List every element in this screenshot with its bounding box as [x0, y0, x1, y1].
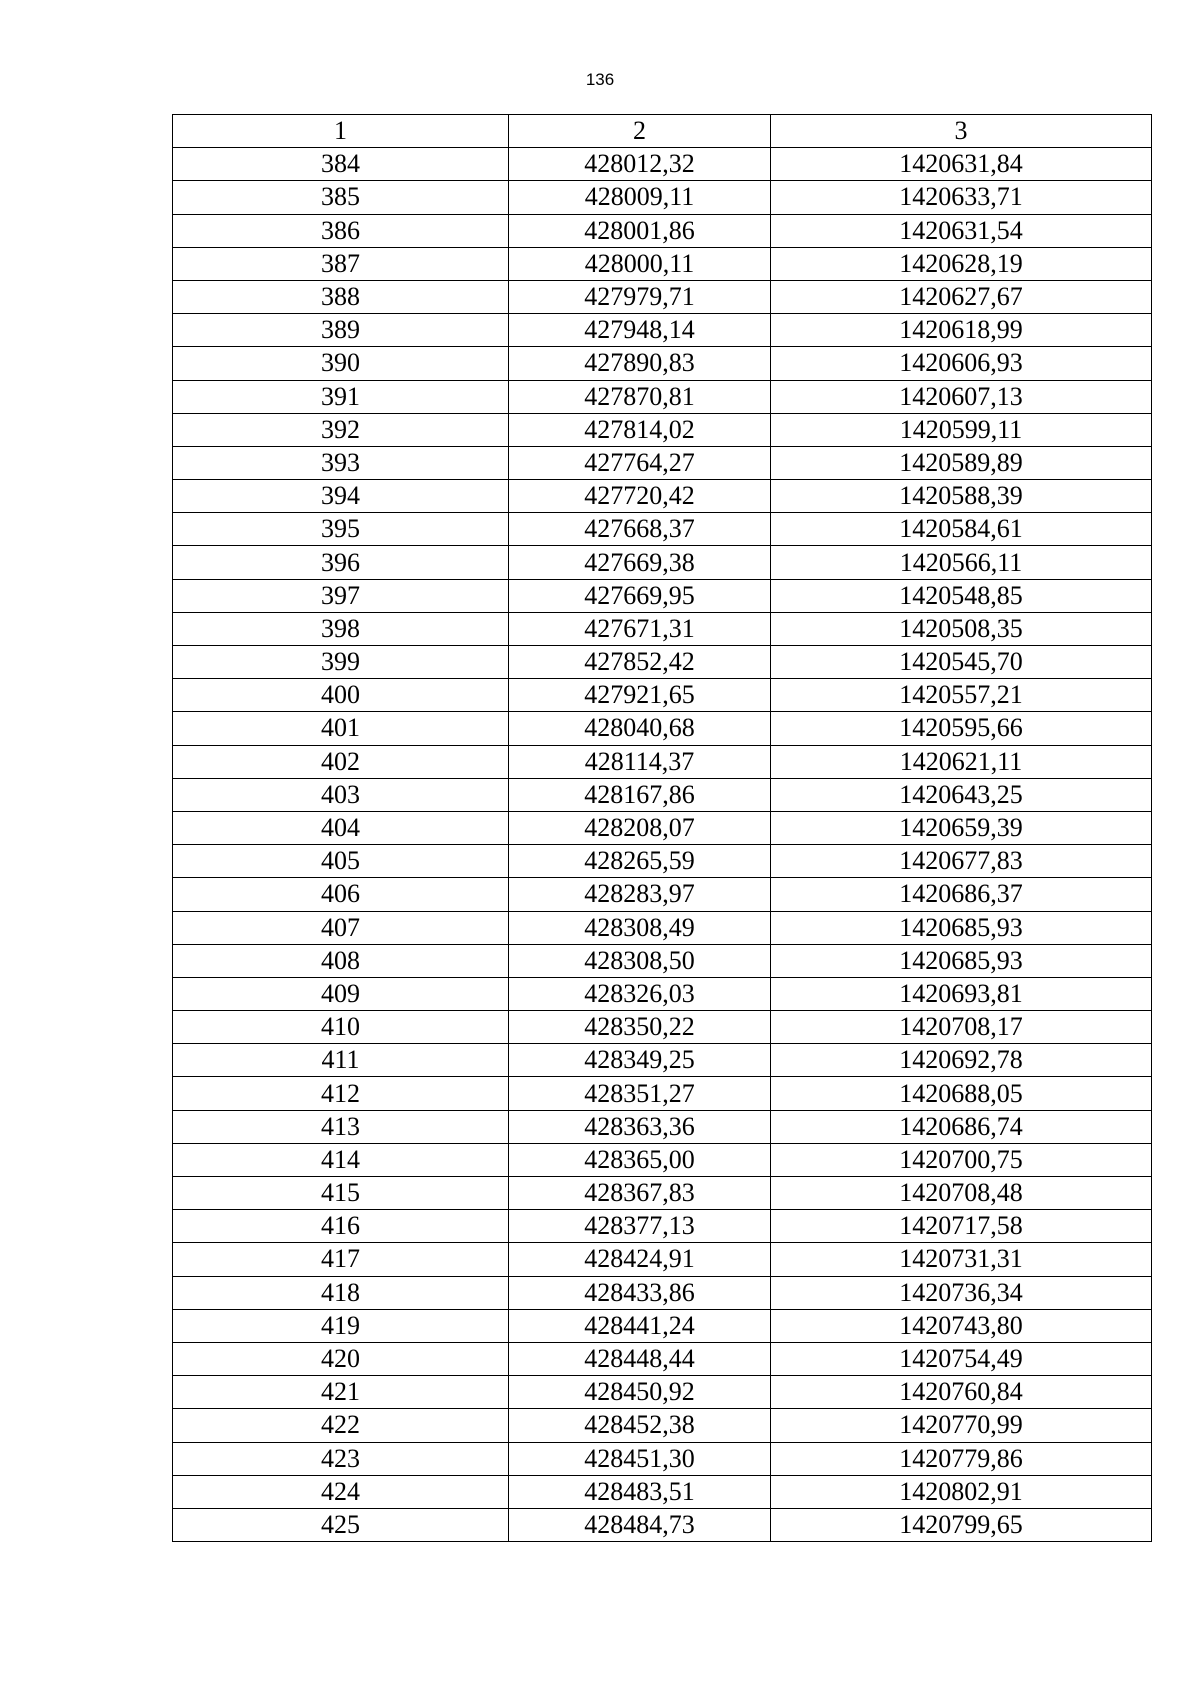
table-row — [173, 1342, 1152, 1375]
table-cell: 1420631,54 — [771, 214, 1152, 247]
table-cell: 418 — [173, 1276, 509, 1309]
table-cell: 1420770,99 — [771, 1409, 1152, 1442]
table-cell: 399 — [173, 646, 509, 679]
table-row — [173, 546, 1152, 579]
table-cell: 395 — [173, 513, 509, 546]
table-row — [173, 646, 1152, 679]
table-row — [173, 1508, 1152, 1541]
table-cell: 1420760,84 — [771, 1376, 1152, 1409]
table-cell: 427671,31 — [509, 612, 771, 645]
table-cell: 428433,86 — [509, 1276, 771, 1309]
table-cell: 405 — [173, 845, 509, 878]
table-cell: 423 — [173, 1442, 509, 1475]
table-cell: 1420686,74 — [771, 1110, 1152, 1143]
table-cell: 1420708,48 — [771, 1177, 1152, 1210]
table-cell: 1420743,80 — [771, 1309, 1152, 1342]
table-cell: 410 — [173, 1011, 509, 1044]
table-row — [173, 778, 1152, 811]
table-row — [173, 1309, 1152, 1342]
table-cell: 1420754,49 — [771, 1342, 1152, 1375]
table-cell: 1420692,78 — [771, 1044, 1152, 1077]
table-cell: 1420736,34 — [771, 1276, 1152, 1309]
table-row — [173, 845, 1152, 878]
table-cell: 1420708,17 — [771, 1011, 1152, 1044]
column-header: 3 — [771, 115, 1152, 148]
table-row — [173, 944, 1152, 977]
table-cell: 409 — [173, 977, 509, 1010]
table-cell: 415 — [173, 1177, 509, 1210]
table-row — [173, 811, 1152, 844]
table-cell: 402 — [173, 745, 509, 778]
table-cell: 1420700,75 — [771, 1143, 1152, 1176]
table-cell: 427948,14 — [509, 314, 771, 347]
table-cell: 428377,13 — [509, 1210, 771, 1243]
table-cell: 427720,42 — [509, 480, 771, 513]
table-cell: 428114,37 — [509, 745, 771, 778]
table-cell: 1420731,31 — [771, 1243, 1152, 1276]
table-cell: 1420717,58 — [771, 1210, 1152, 1243]
table-cell: 1420677,83 — [771, 845, 1152, 878]
table-row — [173, 679, 1152, 712]
table-cell: 428450,92 — [509, 1376, 771, 1409]
table-cell: 428009,11 — [509, 181, 771, 214]
table-cell: 428441,24 — [509, 1309, 771, 1342]
table-cell: 1420779,86 — [771, 1442, 1152, 1475]
table-cell: 1420566,11 — [771, 546, 1152, 579]
table-cell: 1420802,91 — [771, 1475, 1152, 1508]
table-cell: 427764,27 — [509, 446, 771, 479]
table-cell: 424 — [173, 1475, 509, 1508]
table-cell: 384 — [173, 148, 509, 181]
table-row — [173, 380, 1152, 413]
table-cell: 396 — [173, 546, 509, 579]
table-cell: 398 — [173, 612, 509, 645]
table-row — [173, 1376, 1152, 1409]
table-cell: 1420686,37 — [771, 878, 1152, 911]
table-cell: 428040,68 — [509, 712, 771, 745]
table-cell: 390 — [173, 347, 509, 380]
table-cell: 406 — [173, 878, 509, 911]
table-row — [173, 878, 1152, 911]
table-cell: 1420607,13 — [771, 380, 1152, 413]
column-header: 1 — [173, 115, 509, 148]
table-cell: 428012,32 — [509, 148, 771, 181]
table-cell: 1420799,65 — [771, 1508, 1152, 1541]
table-row — [173, 977, 1152, 1010]
table-cell: 393 — [173, 446, 509, 479]
table-row — [173, 1044, 1152, 1077]
table-cell: 427814,02 — [509, 413, 771, 446]
table-row — [173, 181, 1152, 214]
table-cell: 427890,83 — [509, 347, 771, 380]
table-row — [173, 1077, 1152, 1110]
table-cell: 403 — [173, 778, 509, 811]
table-cell: 420 — [173, 1342, 509, 1375]
page-number: 136 — [585, 70, 615, 89]
table-cell: 397 — [173, 579, 509, 612]
table-cell: 1420557,21 — [771, 679, 1152, 712]
table-row — [173, 148, 1152, 181]
table-cell: 428349,25 — [509, 1044, 771, 1077]
table-cell: 414 — [173, 1143, 509, 1176]
table-cell: 1420633,71 — [771, 181, 1152, 214]
table-cell: 1420599,11 — [771, 413, 1152, 446]
table-row — [173, 513, 1152, 546]
table-cell: 1420628,19 — [771, 247, 1152, 280]
table-cell: 428308,50 — [509, 944, 771, 977]
table-cell: 1420595,66 — [771, 712, 1152, 745]
table-cell: 428308,49 — [509, 911, 771, 944]
table-cell: 428448,44 — [509, 1342, 771, 1375]
table-cell: 427852,42 — [509, 646, 771, 679]
table-row — [173, 314, 1152, 347]
table-cell: 427668,37 — [509, 513, 771, 546]
table-row — [173, 480, 1152, 513]
table-row — [173, 413, 1152, 446]
table-cell: 1420685,93 — [771, 911, 1152, 944]
table-cell: 417 — [173, 1243, 509, 1276]
table-row — [173, 1177, 1152, 1210]
table-cell: 421 — [173, 1376, 509, 1409]
table-row — [173, 446, 1152, 479]
table-row — [173, 1011, 1152, 1044]
table-cell: 428367,83 — [509, 1177, 771, 1210]
column-header: 2 — [509, 115, 771, 148]
table-cell: 427921,65 — [509, 679, 771, 712]
table-cell: 1420631,84 — [771, 148, 1152, 181]
table-cell: 1420606,93 — [771, 347, 1152, 380]
table-cell: 1420688,05 — [771, 1077, 1152, 1110]
table-cell: 1420685,93 — [771, 944, 1152, 977]
table-cell: 411 — [173, 1044, 509, 1077]
table-cell: 428208,07 — [509, 811, 771, 844]
table-cell: 1420584,61 — [771, 513, 1152, 546]
table-cell: 427979,71 — [509, 280, 771, 313]
table-row — [173, 579, 1152, 612]
table-cell: 428326,03 — [509, 977, 771, 1010]
table-cell: 428365,00 — [509, 1143, 771, 1176]
table-cell: 1420589,89 — [771, 446, 1152, 479]
table-cell: 428350,22 — [509, 1011, 771, 1044]
table-cell: 428283,97 — [509, 878, 771, 911]
table-cell: 413 — [173, 1110, 509, 1143]
table-row — [173, 1210, 1152, 1243]
table-row — [173, 247, 1152, 280]
table-cell: 427669,38 — [509, 546, 771, 579]
table-cell: 1420508,35 — [771, 612, 1152, 645]
table-cell: 391 — [173, 380, 509, 413]
table-cell: 428351,27 — [509, 1077, 771, 1110]
table-cell: 427669,95 — [509, 579, 771, 612]
table-row — [173, 745, 1152, 778]
table-cell: 1420643,25 — [771, 778, 1152, 811]
table-row — [173, 1143, 1152, 1176]
table-cell: 394 — [173, 480, 509, 513]
table-cell: 1420548,85 — [771, 579, 1152, 612]
table-cell: 400 — [173, 679, 509, 712]
table-cell: 428451,30 — [509, 1442, 771, 1475]
table-cell: 1420693,81 — [771, 977, 1152, 1010]
table-cell: 1420627,67 — [771, 280, 1152, 313]
table-row — [173, 347, 1152, 380]
table-cell: 428424,91 — [509, 1243, 771, 1276]
table-header-row — [173, 115, 1152, 148]
table-cell: 412 — [173, 1077, 509, 1110]
table-cell: 407 — [173, 911, 509, 944]
table-cell: 408 — [173, 944, 509, 977]
table-row — [173, 1442, 1152, 1475]
table-row — [173, 1409, 1152, 1442]
table-cell: 1420588,39 — [771, 480, 1152, 513]
table-cell: 386 — [173, 214, 509, 247]
table-row — [173, 214, 1152, 247]
table-cell: 392 — [173, 413, 509, 446]
table-cell: 422 — [173, 1409, 509, 1442]
table-cell: 385 — [173, 181, 509, 214]
table-row — [173, 911, 1152, 944]
table-cell: 387 — [173, 247, 509, 280]
table-cell: 428483,51 — [509, 1475, 771, 1508]
table-cell: 427870,81 — [509, 380, 771, 413]
table-cell: 428452,38 — [509, 1409, 771, 1442]
table-row — [173, 1243, 1152, 1276]
table-cell: 428265,59 — [509, 845, 771, 878]
table-cell: 1420659,39 — [771, 811, 1152, 844]
table-row — [173, 1276, 1152, 1309]
table-cell: 428167,86 — [509, 778, 771, 811]
table-cell: 416 — [173, 1210, 509, 1243]
coordinates-table — [172, 114, 1152, 1542]
table-cell: 388 — [173, 280, 509, 313]
table-row — [173, 712, 1152, 745]
table-cell: 419 — [173, 1309, 509, 1342]
table-cell: 404 — [173, 811, 509, 844]
table-row — [173, 612, 1152, 645]
table-cell: 428363,36 — [509, 1110, 771, 1143]
table-cell: 428000,11 — [509, 247, 771, 280]
table-cell: 389 — [173, 314, 509, 347]
table-cell: 428001,86 — [509, 214, 771, 247]
table-cell: 1420545,70 — [771, 646, 1152, 679]
table-body — [173, 148, 1152, 1542]
table-cell: 1420621,11 — [771, 745, 1152, 778]
table-row — [173, 1475, 1152, 1508]
table-cell: 401 — [173, 712, 509, 745]
table-row — [173, 1110, 1152, 1143]
table-cell: 428484,73 — [509, 1508, 771, 1541]
table-row — [173, 280, 1152, 313]
table-cell: 425 — [173, 1508, 509, 1541]
table-cell: 1420618,99 — [771, 314, 1152, 347]
